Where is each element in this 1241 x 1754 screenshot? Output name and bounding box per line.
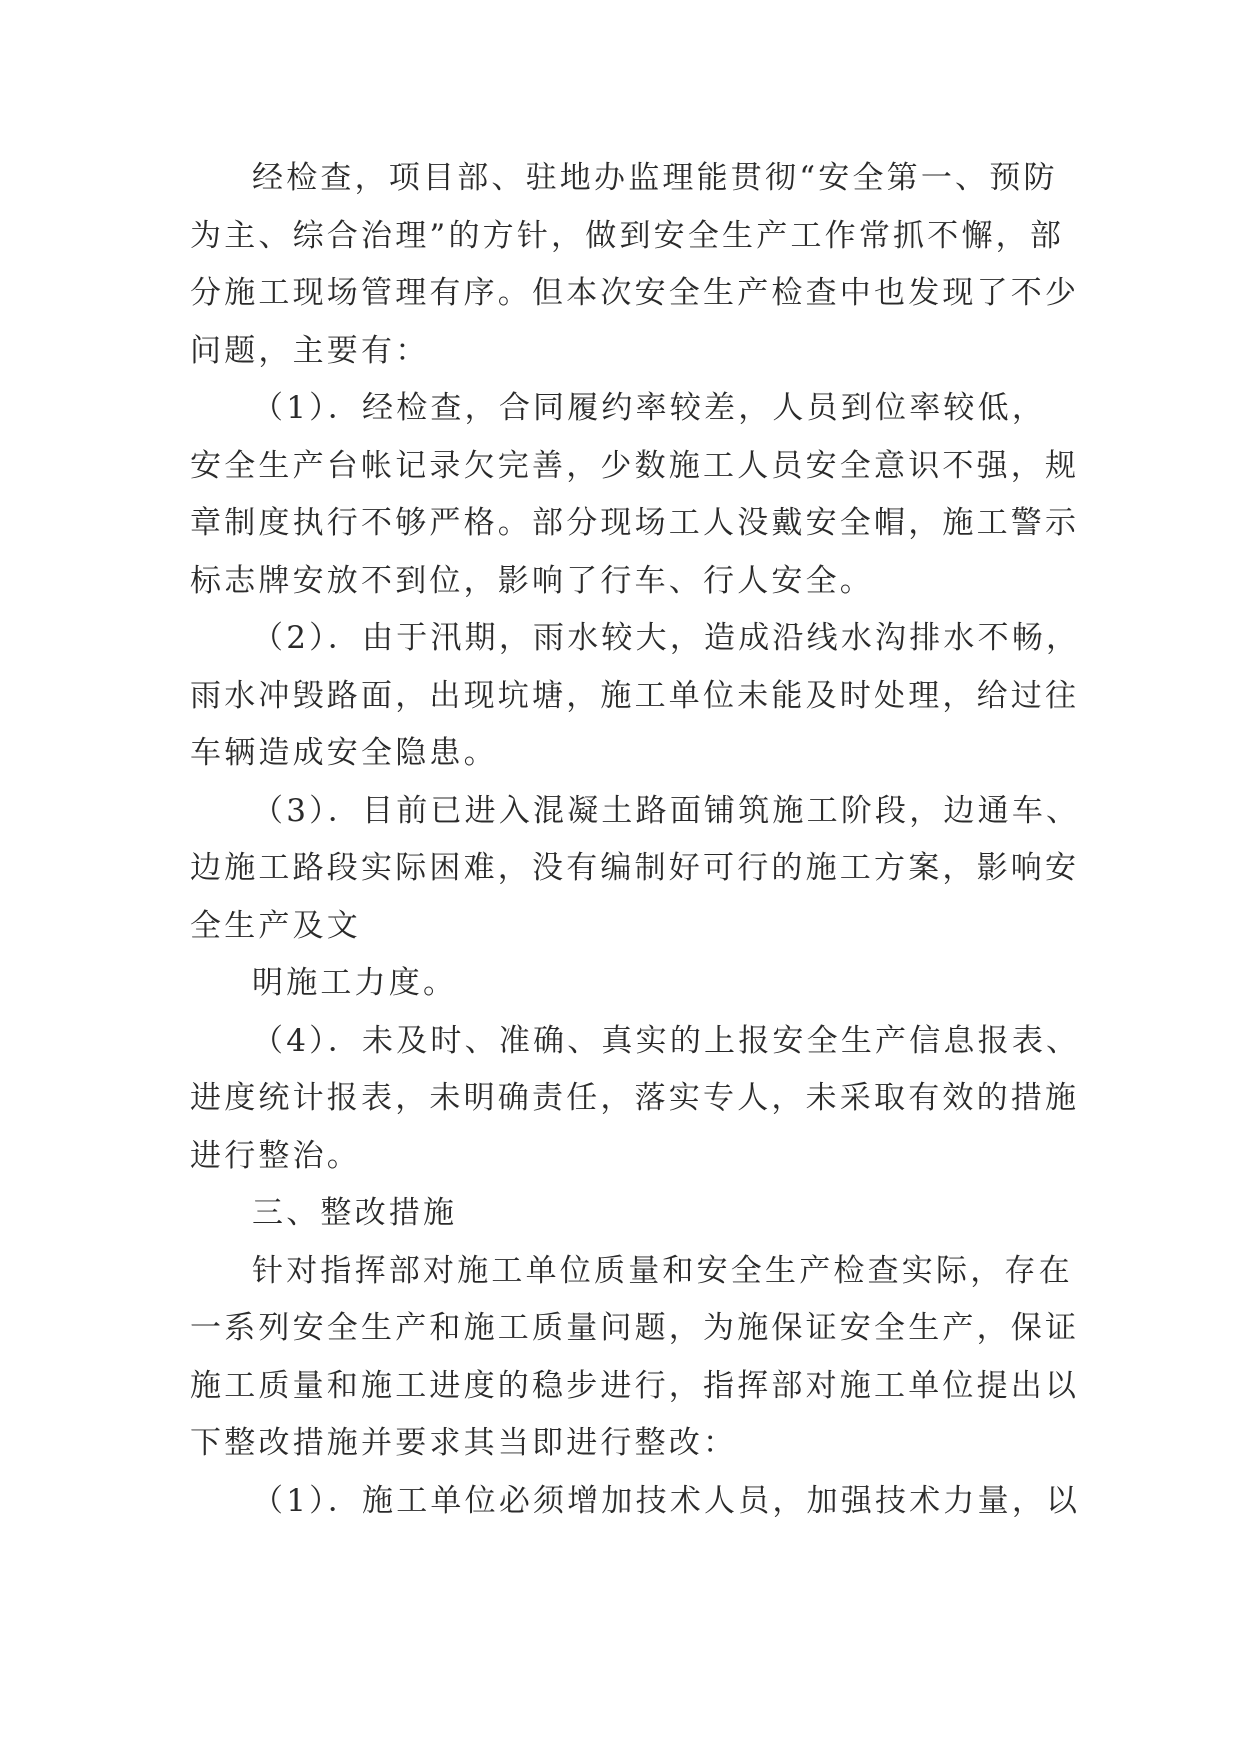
text-line: 章制度执行不够严格。部分现场工人没戴安全帽，施工警示	[190, 505, 1080, 541]
text-line: 雨水冲毁路面，出现坑塘，施工单位未能及时处理，给过往	[190, 677, 1080, 714]
text-line: 分施工现场管理有序。但本次安全生产检查中也发现了不少	[190, 275, 1080, 311]
text-line: 施工质量和施工进度的稳步进行，指挥部对施工单位提出以	[190, 1367, 1080, 1404]
text-line: 问题，主要有：	[190, 332, 430, 369]
text-line: （2）．由于汛期，雨水较大，造成沿线水沟排水不畅，	[252, 620, 1081, 656]
text-line: （4）．未及时、准确、真实的上报安全生产信息报表、	[252, 1022, 1081, 1059]
text-line: 经检查，项目部、驻地办监理能贯彻“安全第一、预防	[252, 160, 1058, 196]
text-line: 针对指挥部对施工单位质量和安全生产检查实际，存在	[252, 1252, 1073, 1289]
text-line: 明施工力度。	[252, 965, 458, 1001]
text-line: 安全生产台帐记录欠完善，少数施工人员安全意识不强，规	[190, 447, 1080, 484]
text-line: 全生产及文	[190, 907, 361, 944]
text-line: （3）．目前已进入混凝土路面铺筑施工阶段，边通车、	[252, 792, 1081, 829]
text-line: 进行整治。	[190, 1137, 361, 1174]
document-body	[190, 150, 1090, 1530]
text-line: 下整改措施并要求其当即进行整改：	[190, 1425, 738, 1461]
text-line: 一系列安全生产和施工质量问题，为施保证安全生产，保证	[190, 1310, 1080, 1346]
text-line: （1）．施工单位必须增加技术人员，加强技术力量，以	[252, 1482, 1081, 1519]
text-line: 为主、综合治理”的方针，做到安全生产工作常抓不懈，部	[190, 217, 1065, 254]
text-line: （1）．经检查，合同履约率较差，人员到位率较低，	[252, 390, 1047, 426]
text-line: 边施工路段实际困难，没有编制好可行的施工方案，影响安	[190, 850, 1080, 886]
section-heading: 三、整改措施	[252, 1195, 458, 1231]
text-line: 进度统计报表，未明确责任，落实专人，未采取有效的措施	[190, 1080, 1080, 1116]
text-line: 标志牌安放不到位，影响了行车、行人安全。	[190, 562, 874, 599]
text-line: 车辆造成安全隐患。	[190, 735, 498, 771]
